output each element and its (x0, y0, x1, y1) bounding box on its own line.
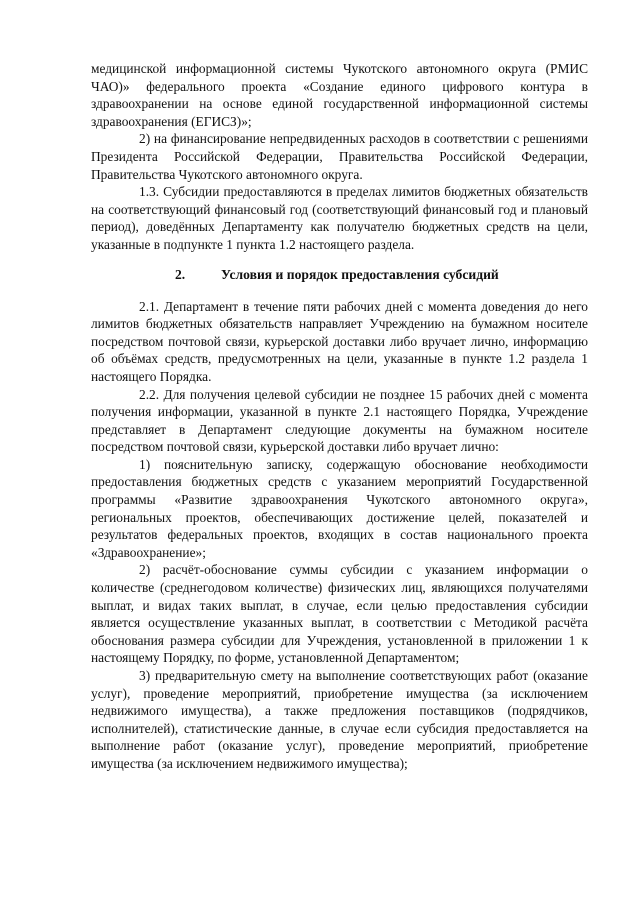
section-title: Условия и порядок предоставления субсидий (221, 266, 499, 282)
list-item-2: 2) расчёт-обоснование суммы субсидии с указанием информации о количестве (среднегодовом количестве) физических лиц, являющихся получателями выплат, и видах таких выплат, в случае, если целью предоставления субсидии является осуществление указанных выплат, в соответствии с Методикой расчёта обоснования размера субсидии для Учреждения, установленной в приложении 1 к настоящему Порядку, по форме, установленной Департаментом; (91, 562, 588, 666)
list-item-3: 3) предварительную смету на выполнение соответствующих работ (оказание услуг), проведение мероприятий, приобретение имущества (за исключением недвижимого имущества), а также предложения поставщиков (подрядчиков, исполнителей), статистические данные, в случае если субсидия предоставляется на выполнение работ (оказание услуг), проведение мероприятий, приобретение имущества (за исключением недвижимого имущества); (91, 668, 588, 771)
list-item-1: 1) пояснительную записку, содержащую обоснование необходимости предоставления бюджетных средств с указанием мероприятий Государственной программы «Развитие здравоохранения Чукотского автономного округа», региональных проектов, обеспечивающих достижение целей, показателей и результатов федеральных проектов, входящих в состав национального проекта «Здравоохранение»; (91, 456, 588, 560)
paragraph-item-2: 2) на финансирование непредвиденных расходов в соответствии с решениями Президента Российской Федерации, Правительства Российской Федерации, Правительства Чукотского автономного округа. (91, 131, 588, 182)
section-heading (91, 266, 588, 284)
paragraph-2-2: 2.2. Для получения целевой субсидии не позднее 15 рабочих дней с момента получения информации, указанной в пункте 2.1 настоящего Порядка, Учреждение представляет в Департамент следующие документы на бумажном носителе посредством почтовой связи, курьерской доставки либо вручает лично: (91, 386, 588, 455)
section-number: 2. (175, 266, 186, 282)
paragraph-2-1: 2.1. Департамент в течение пяти рабочих дней с момента доведения до него лимитов бюджетных обязательств направляет Учреждению на бумажном носителе посредством почтовой связи, курьерской доставки либо вручает лично, информацию об объёмах средств, предусмотренных на цели, указанные в пункте 1.2 раздела 1 настоящего Порядка. (91, 298, 588, 384)
paragraph-continuation: медицинской информационной системы Чукотского автономного округа (РМИС ЧАО)» федерального проекта «Создание единого цифрового контура в здравоохранении на основе единой государственной информационной системы здравоохранения (ЕГИСЗ)»; (91, 61, 588, 129)
paragraph-1-3: 1.3. Субсидии предоставляются в пределах лимитов бюджетных обязательств на соответствующий финансовый год (соответствующий финансовый год и плановый период), доведённых Департаменту как получателю бюджетных средств на цели, указанные в подпункте 1 пункта 1.2 настоящего раздела. (91, 184, 588, 252)
